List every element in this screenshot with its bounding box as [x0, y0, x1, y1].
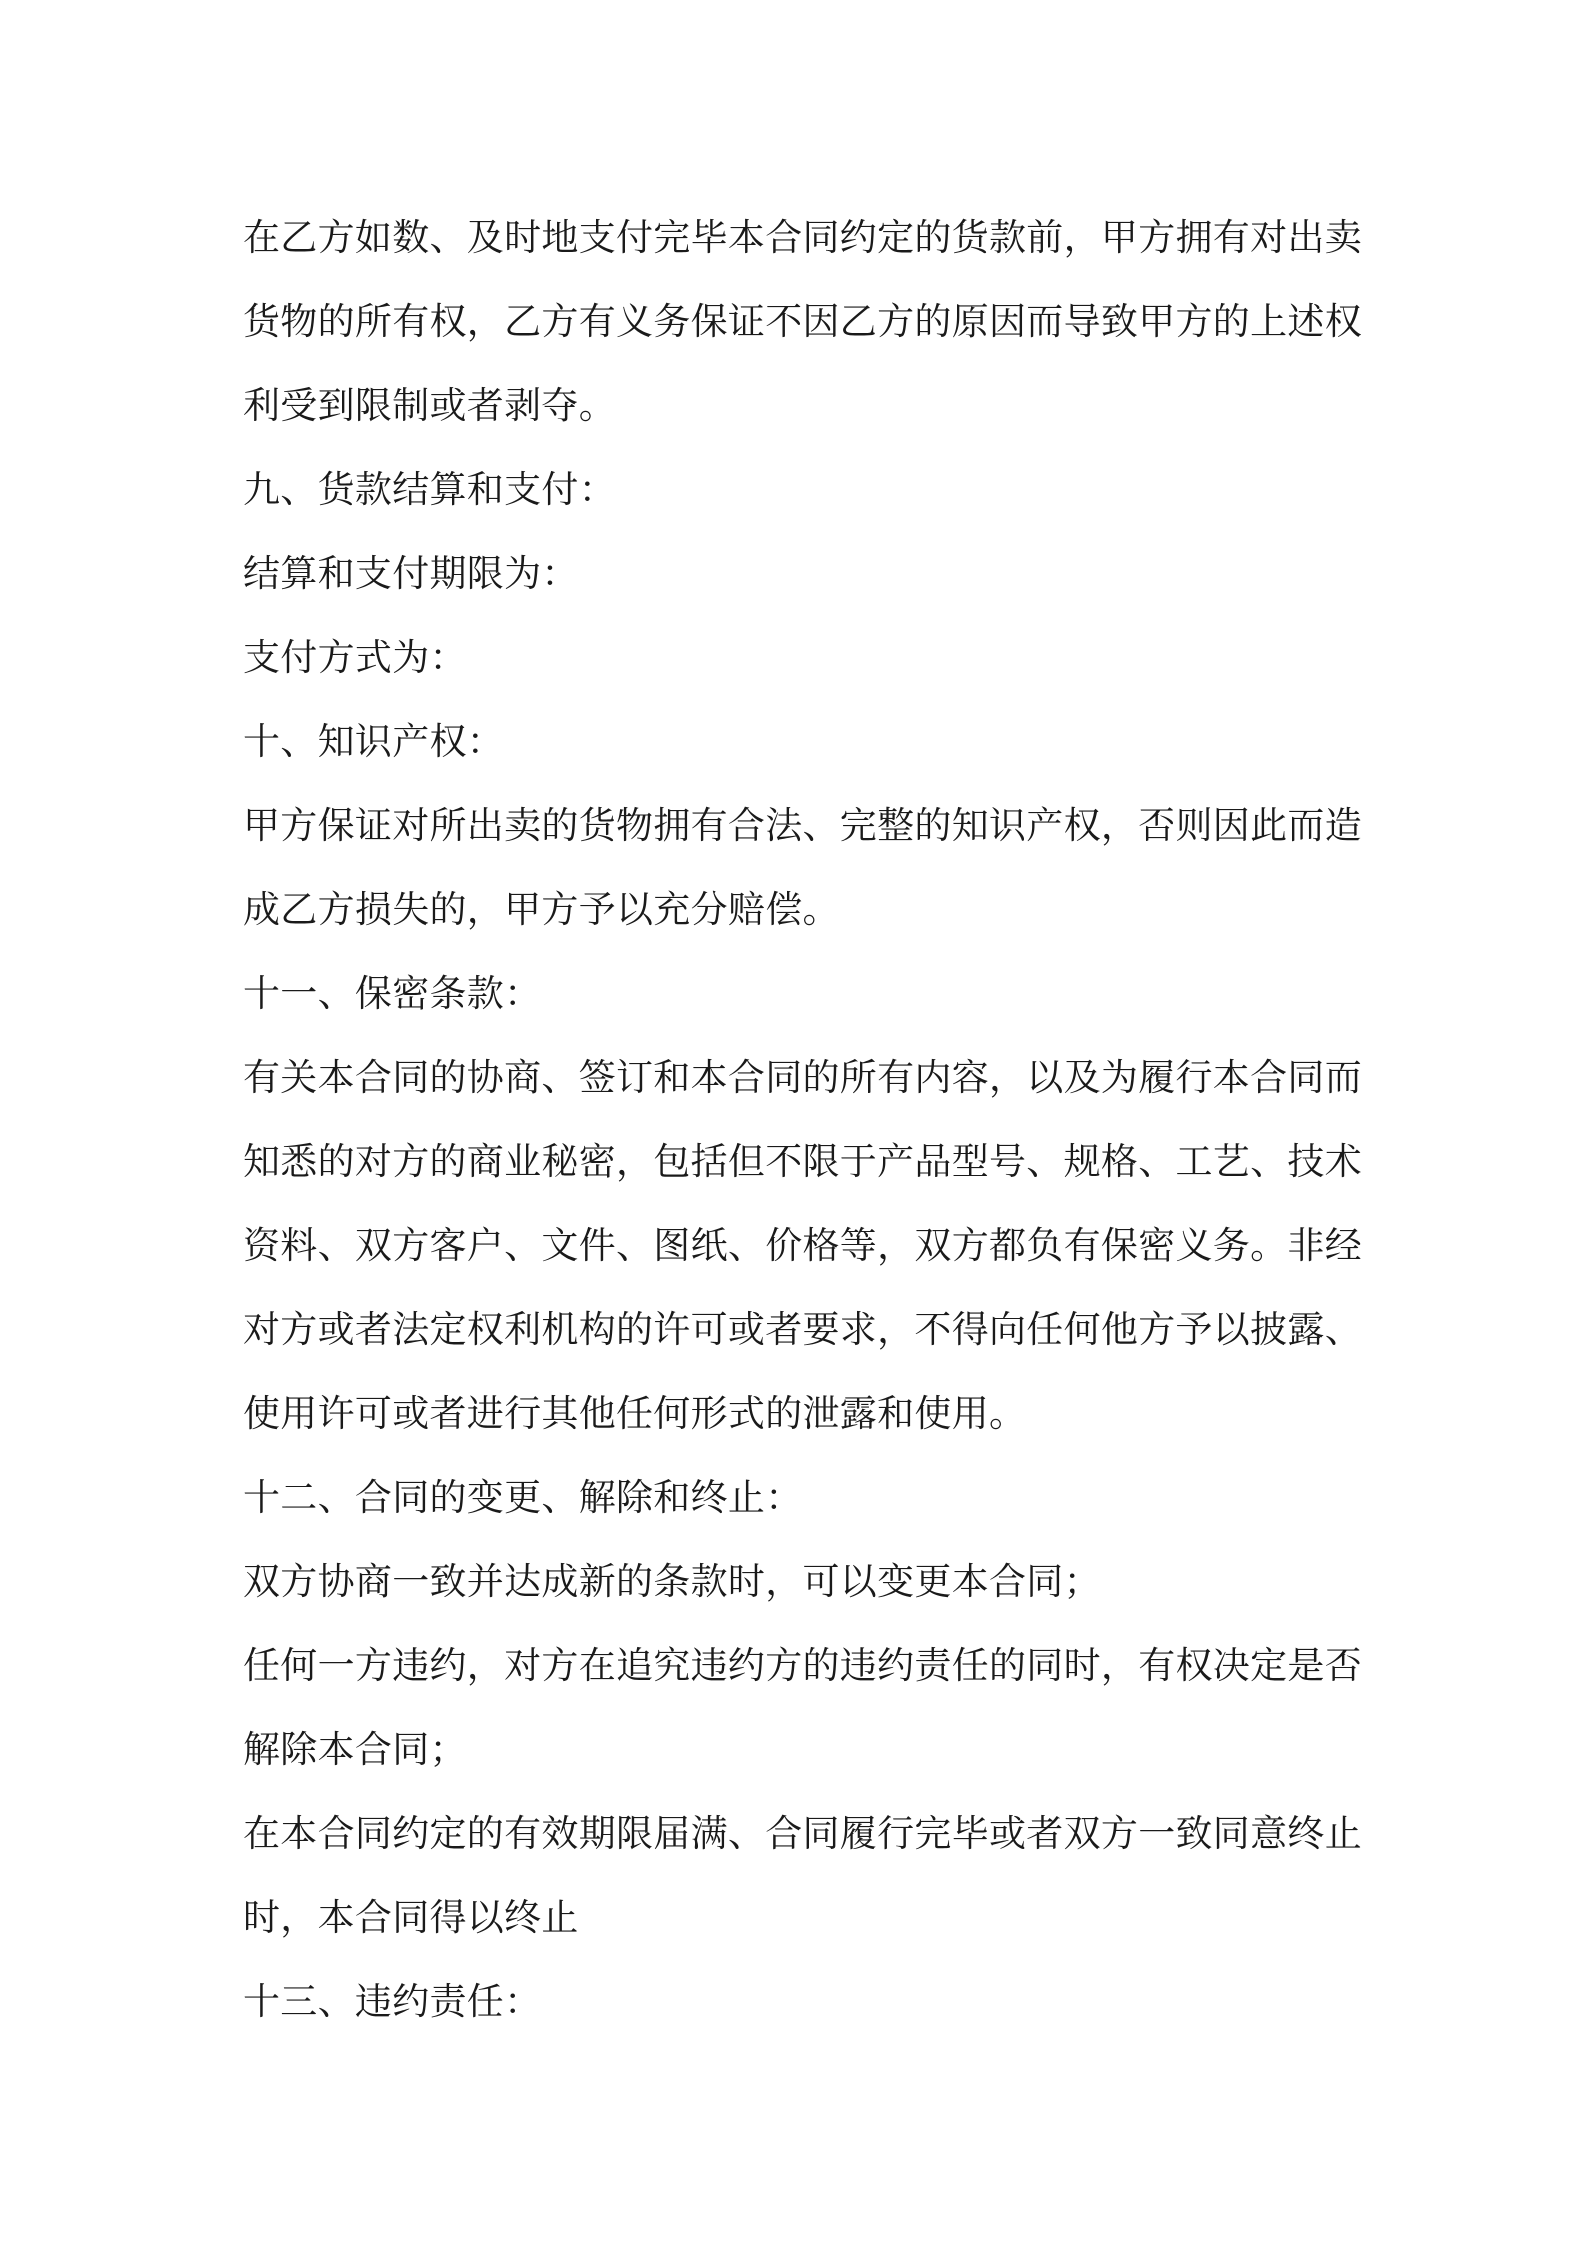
body-text-line: 有关本合同的协商、签订和本合同的所有内容，以及为履行本合同而: [243, 1056, 1362, 1099]
section-heading-11: 十一、保密条款：: [243, 972, 542, 1015]
body-text-line: 资料、双方客户、文件、图纸、价格等，双方都负有保密义务。非经: [243, 1224, 1362, 1267]
section-heading-10: 十、知识产权：: [243, 720, 505, 763]
section-heading-9: 九、货款结算和支付：: [243, 468, 616, 511]
body-text-line: 时，本合同得以终止: [243, 1896, 579, 1939]
body-text-line: 任何一方违约，对方在追究违约方的违约责任的同时，有权决定是否: [243, 1644, 1362, 1687]
body-text-line: 使用许可或者进行其他任何形式的泄露和使用。: [243, 1392, 1027, 1435]
body-text-line: 对方或者法定权利机构的许可或者要求，不得向任何他方予以披露、: [243, 1308, 1362, 1351]
body-text-line: 在本合同约定的有效期限届满、合同履行完毕或者双方一致同意终止: [243, 1812, 1362, 1855]
body-text-line: 双方协商一致并达成新的条款时，可以变更本合同；: [243, 1560, 1101, 1603]
body-text-line: 解除本合同；: [243, 1728, 467, 1771]
section-heading-13: 十三、违约责任：: [243, 1980, 542, 2023]
body-text-line: 结算和支付期限为：: [243, 552, 579, 595]
body-text-line: 成乙方损失的，甲方予以充分赔偿。: [243, 888, 840, 931]
body-text-line: 甲方保证对所出卖的货物拥有合法、完整的知识产权，否则因此而造: [243, 804, 1362, 847]
body-text-line: 货物的所有权，乙方有义务保证不因乙方的原因而导致甲方的上述权: [243, 300, 1362, 343]
body-text-line: 在乙方如数、及时地支付完毕本合同约定的货款前，甲方拥有对出卖: [243, 216, 1362, 259]
body-text-line: 支付方式为：: [243, 636, 467, 679]
body-text-line: 利受到限制或者剥夺。: [243, 384, 616, 427]
body-text-line: 知悉的对方的商业秘密，包括但不限于产品型号、规格、工艺、技术: [243, 1140, 1362, 1183]
section-heading-12: 十二、合同的变更、解除和终止：: [243, 1476, 803, 1519]
document-body: [243, 196, 1363, 2044]
